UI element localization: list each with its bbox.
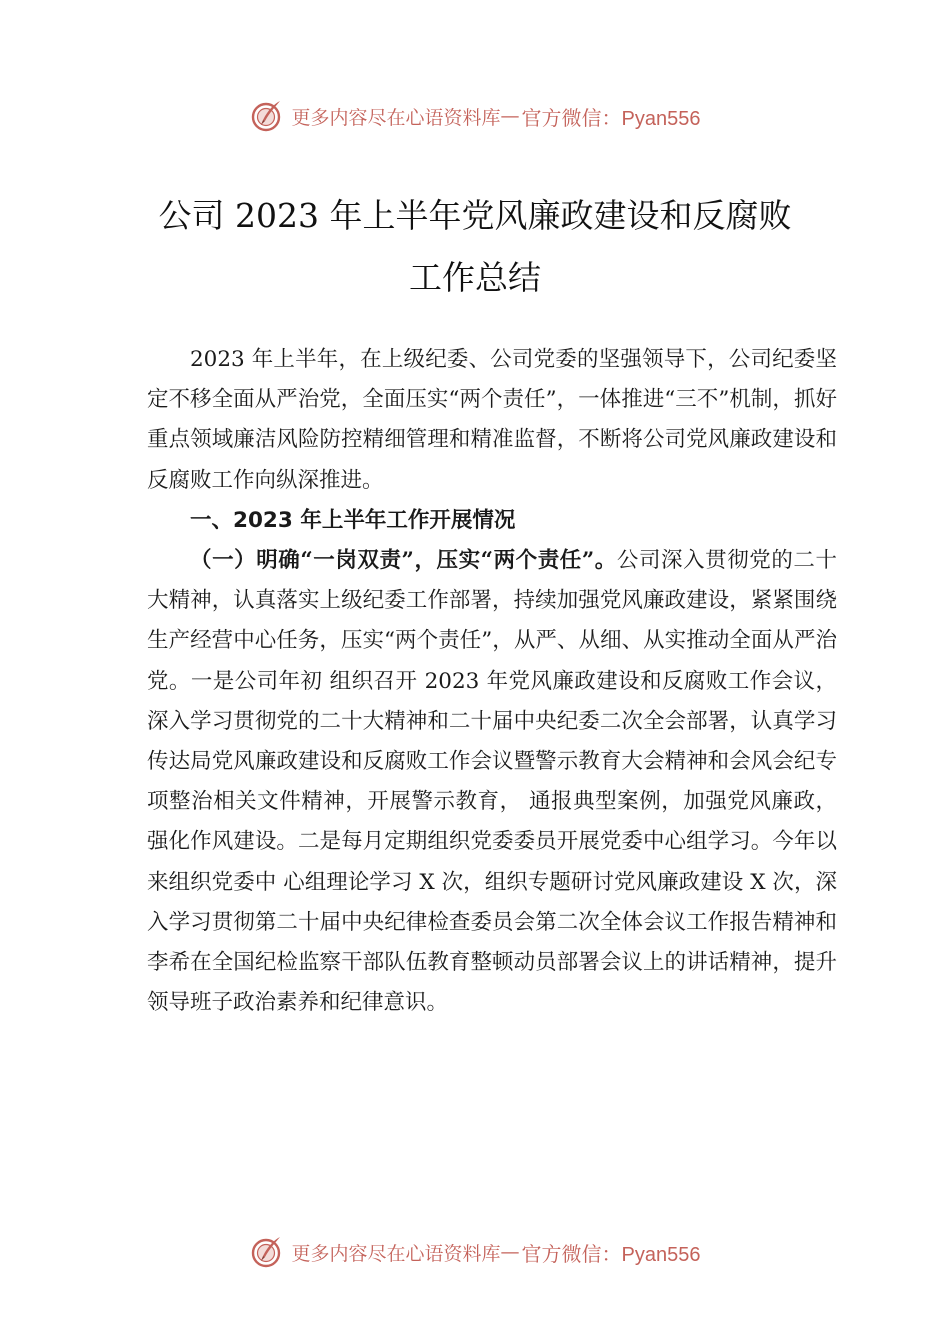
header-banner: [0, 96, 950, 136]
section-1-heading: 一、2023 年上半年工作开展情况: [190, 507, 516, 533]
banner-left-text: 更多内容尽在心语资料库: [291, 106, 501, 129]
subsection-1-body: 公司深入贯彻党的二十大精神，认真落实上级纪委工作部署，持续加强党风廉政建设，紧紧围绕生产经营中心任务，压实“两个责任”，从严、从细、从实推动全面从严治党。一是公司年初 组织召开 2023 年党风廉政建设和反腐败工作会议，深入学习贯彻党的二十大精神和二十届中央纪委二次全会部署，认真学习传达局党风廉政建设和反腐败工作会议暨警示教育大会精神和会风会纪专项整治相关文件精神，开展警示教育， 通报典型案例，加强党风廉政，强化作风建设。二是每月定期组织党委委员开展党委中心组学习。今年以来组织党委中 心组理论学习 X 次，组织专题研讨党风廉政建设 X 次，深入学习贯彻第二十届中央纪律检查委员会第二次全体会议工作报告精神和李希在全国纪检监察干部队伍教育整顿动员部署会议上的讲话精神，提升领导班子政治素养和纪律意识。: [147, 548, 837, 1016]
document-title-line-1: 公司 2023 年上半年党风廉政建设和反腐败: [158, 196, 792, 235]
intro-paragraph: 2023 年上半年，在上级纪委、公司党委的坚强领导下，公司纪委坚定不移全面从严治党，全面压实“两个责任”，一体推进“三不”机制，抓好重点领域廉洁风险防控精细管理和精准监督，不断将公司党风廉政建设和反腐败工作向纵深推进。: [147, 347, 837, 493]
document-title-line-2: 工作总结: [409, 258, 541, 297]
banner-wechat-text: 官方微信：Pyan556: [521, 107, 701, 130]
subsection-1-heading: （一）明确“一岗双责”，压实“两个责任”。: [190, 548, 617, 574]
banner-separator: —: [500, 105, 520, 127]
quill-pen-circle-icon: [250, 1234, 286, 1270]
footer-banner: [0, 1232, 950, 1272]
quill-pen-circle-icon: [250, 98, 286, 134]
subsection-1-paragraph: [147, 541, 837, 1023]
document-body: [147, 340, 837, 1023]
footer-banner-left-text: 更多内容尽在心语资料库: [291, 1242, 501, 1265]
footer-banner-separator: —: [500, 1241, 520, 1263]
footer-banner-wechat-text: 官方微信：Pyan556: [521, 1243, 701, 1266]
